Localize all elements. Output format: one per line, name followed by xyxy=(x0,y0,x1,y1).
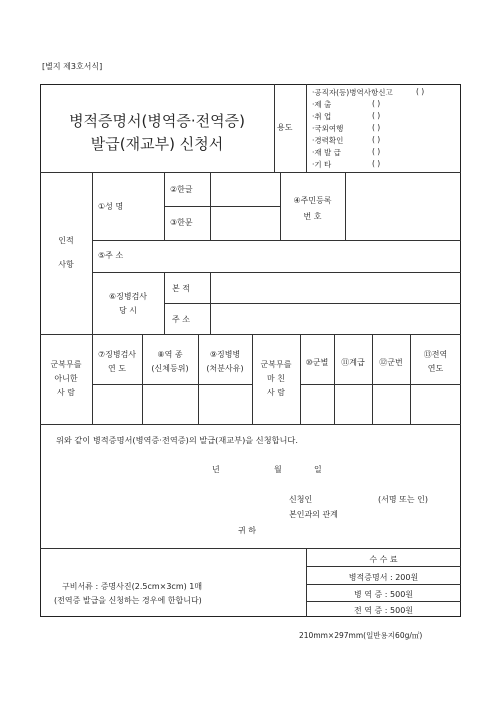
disposition-header: ⑨징병병 (처분사유) xyxy=(206,350,244,373)
date-day-label: 일 xyxy=(314,465,322,474)
exam-time-label: ⑥징병검사 당 시 xyxy=(108,292,148,315)
service-number-field[interactable] xyxy=(373,385,409,423)
purpose-option-4[interactable]: ·경력확인 ( ) xyxy=(312,135,381,145)
resident-number-label: ④주민등록 번 호 xyxy=(293,196,332,221)
service-number-header: ⑫군번 xyxy=(379,358,403,367)
attachments-line1: 구비서류 : 증명사진(2.5cm×3cm) 1매 xyxy=(62,582,203,591)
form-title-line1: 병적증명서(병역증·전역증) xyxy=(69,112,245,130)
address-label: ⑤주 소 xyxy=(98,251,124,260)
application-statement: 위와 같이 병적증명서(병역증·전역증)의 발급(재교부)을 신청합니다. xyxy=(56,435,298,445)
date-year-label: 년 xyxy=(212,465,220,474)
purpose-option-6[interactable]: ·기 타 ( ) xyxy=(312,159,381,169)
hanja-name-field[interactable] xyxy=(211,207,279,239)
rank-field[interactable] xyxy=(335,385,371,423)
exam-address-field[interactable] xyxy=(211,304,460,333)
hanja-label: ③한문 xyxy=(170,218,193,227)
purpose-label: 용도 xyxy=(277,123,293,132)
relation-label: 본인과의 관계 xyxy=(289,510,338,519)
discharge-year-field[interactable] xyxy=(411,385,460,423)
fee-item-discharge-card: 전 역 증 : 500원 xyxy=(353,606,414,615)
applicant-label: 신청인 xyxy=(289,495,313,504)
form-reference: [별지 제3호서식] xyxy=(42,62,103,71)
form-title xyxy=(40,110,274,155)
attachments-line2: (전역증 발급을 신청하는 경우에 한합니다) xyxy=(54,596,202,605)
fee-item-service-card: 병 역 증 : 500원 xyxy=(353,590,414,599)
branch-field[interactable] xyxy=(301,385,333,423)
applicant-field[interactable] xyxy=(318,492,374,505)
name-label: ①성 명 xyxy=(98,202,124,211)
paper-size: 210mm×297mm(일반용지60g/㎡) xyxy=(299,631,423,640)
purpose-option-0[interactable]: ·공직자(등)병역사항신고 ( ) xyxy=(312,87,425,97)
date-month-label: 월 xyxy=(274,465,282,474)
signature-label[interactable]: (서명 또는 인) xyxy=(378,495,428,504)
purpose-option-3[interactable]: ·국외여행 ( ) xyxy=(312,123,381,133)
resident-number-field[interactable] xyxy=(346,173,460,239)
domicile-label: 본 적 xyxy=(172,284,190,293)
domicile-field[interactable] xyxy=(211,273,460,302)
fee-item-certificate: 병적증명서 : 200원 xyxy=(348,573,419,582)
served-label: 군복무를 마 친 사 람 xyxy=(260,360,292,397)
purpose-option-1[interactable]: ·제 출 ( ) xyxy=(312,99,381,109)
not-served-label: 군복무를 아니한 사 람 xyxy=(50,360,82,397)
address-field[interactable] xyxy=(165,241,460,271)
service-class-field[interactable] xyxy=(143,385,197,423)
exam-year-field[interactable] xyxy=(93,385,141,423)
relation-field[interactable] xyxy=(352,507,432,520)
disposition-field[interactable] xyxy=(199,385,251,423)
personal-section-label: 인적 사항 xyxy=(58,236,74,269)
form-title-line2: 발급(재교부) 신청서 xyxy=(90,134,224,153)
exam-address-label: 주 소 xyxy=(172,315,190,324)
hangul-label: ②한글 xyxy=(170,185,193,194)
fee-header: 수 수 료 xyxy=(369,555,398,564)
addressee: 귀 하 xyxy=(238,526,256,535)
purpose-option-5[interactable]: ·재 발 급 ( ) xyxy=(312,147,381,157)
rank-header: ⑪계급 xyxy=(341,358,365,367)
hangul-name-field[interactable] xyxy=(211,173,279,205)
purpose-option-2[interactable]: ·취 업 ( ) xyxy=(312,111,381,121)
service-class-header: ⑧역 종 (신체등위) xyxy=(151,350,189,373)
branch-header: ⑩군별 xyxy=(305,358,329,367)
discharge-year-header: ⑬전역 연도 xyxy=(423,350,448,373)
exam-year-header: ⑦징병검사 연 도 xyxy=(97,350,137,373)
